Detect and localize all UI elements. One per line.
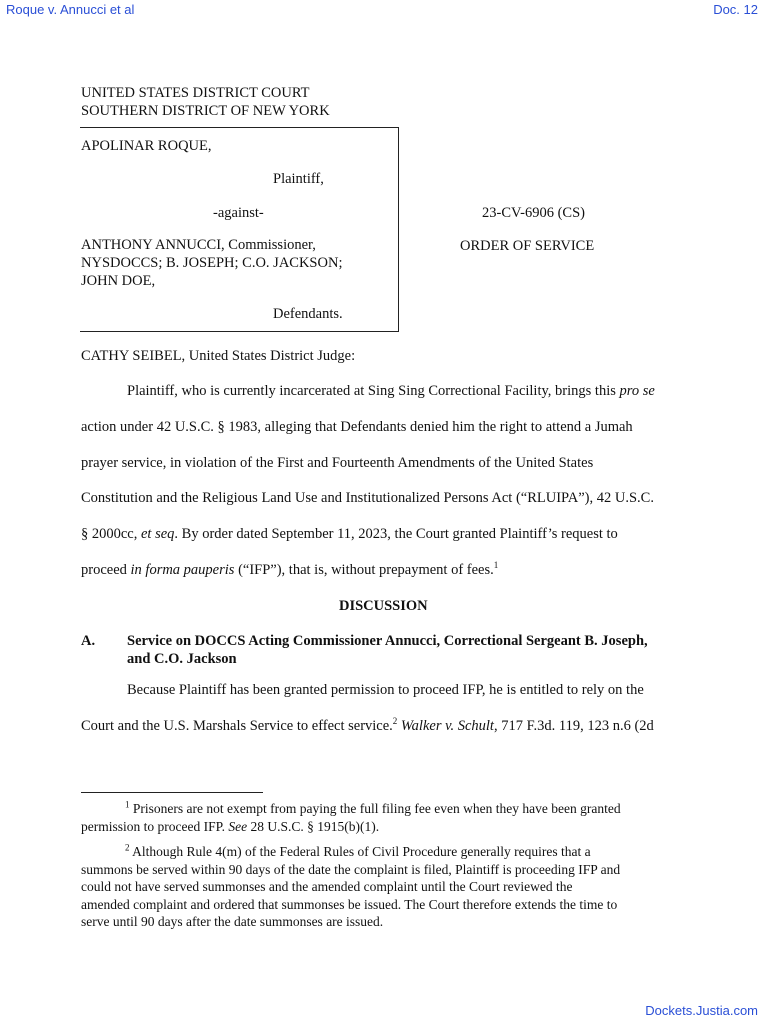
defendants-line-3: JOHN DOE,: [81, 273, 156, 289]
section-a-line-1: Because Plaintiff has been granted permission to proceed IFP, he is entitled to rely on the: [127, 682, 644, 698]
court-district: SOUTHERN DISTRICT OF NEW YORK: [81, 103, 330, 119]
footnote-ref-1[interactable]: 1: [493, 560, 499, 571]
case-name-link[interactable]: Roque v. Annucci et al: [6, 2, 135, 17]
footnote-ref-2[interactable]: 2: [392, 716, 398, 727]
section-a-title-line-1: Service on DOCCS Acting Commissioner Annucci, Correctional Sergeant B. Joseph,: [127, 633, 648, 649]
footnote-2: $^2$ Although Rule 4(m) of the Federal Rules of Civil Procedure generally requires that a summons be served within 90 days of the date the complaint is filed, Plaintiff is proceeding IFP and could not have served summonses and the amended complaint until the Court reviewed the amended complaint and ordered that summonses be issued. The Court therefore extends the time to serve until 90 days after the date summonses are issued.: [81, 842, 621, 930]
intro-line-2: action under 42 U.S.C. § 1983, alleging that Defendants denied him the right to attend a Jumah: [81, 419, 633, 435]
intro-line-6: proceed in forma pauperis (“IFP”), that is, without prepayment of fees.$^1$: [81, 560, 499, 578]
caption-box: [80, 127, 399, 332]
section-a-line-2: Court and the U.S. Marshals Service to effect service.$^2$ Walker v. Schult, 717 F.3d. 119, 123 n.6 (2d: [81, 716, 654, 734]
court-name: UNITED STATES DISTRICT COURT: [81, 85, 310, 101]
order-title: ORDER OF SERVICE: [460, 238, 595, 254]
intro-line-3: prayer service, in violation of the First and Fourteenth Amendments of the United States: [81, 455, 594, 471]
plaintiff-label: Plaintiff,: [273, 171, 324, 187]
case-number: 23-CV-6906 (CS): [482, 205, 585, 221]
footnote-1: $^1$ Prisoners are not exempt from paying the full filing fee even when they have been granted permission to proceed IFP. See 28 U.S.C. § 1915(b)(1).: [81, 799, 621, 834]
section-a-title-line-2: and C.O. Jackson: [127, 651, 237, 667]
intro-line-4: Constitution and the Religious Land Use and Institutionalized Persons Act (“RLUIPA”), 42 U.S.C.: [81, 490, 654, 506]
dockets-justia-link[interactable]: Dockets.Justia.com: [645, 1003, 758, 1018]
judge-line: CATHY SEIBEL, United States District Judge:: [81, 348, 356, 364]
footnote-divider: [81, 792, 263, 793]
doc-number-link[interactable]: Doc. 12: [713, 2, 758, 17]
section-a-letter: A.: [81, 633, 96, 649]
defendants-label: Defendants.: [273, 306, 343, 322]
intro-line-1: Plaintiff, who is currently incarcerated at Sing Sing Correctional Facility, brings this pro se: [127, 383, 655, 399]
against-label: -against-: [213, 205, 264, 221]
defendants-line-1: ANTHONY ANNUCCI, Commissioner,: [81, 237, 316, 253]
defendants-line-2: NYSDOCCS; B. JOSEPH; C.O. JACKSON;: [81, 255, 343, 271]
plaintiff-name: APOLINAR ROQUE,: [81, 138, 212, 154]
intro-line-5: § 2000cc, et seq. By order dated September 11, 2023, the Court granted Plaintiff’s request to: [81, 526, 618, 542]
discussion-heading: DISCUSSION: [339, 598, 428, 614]
